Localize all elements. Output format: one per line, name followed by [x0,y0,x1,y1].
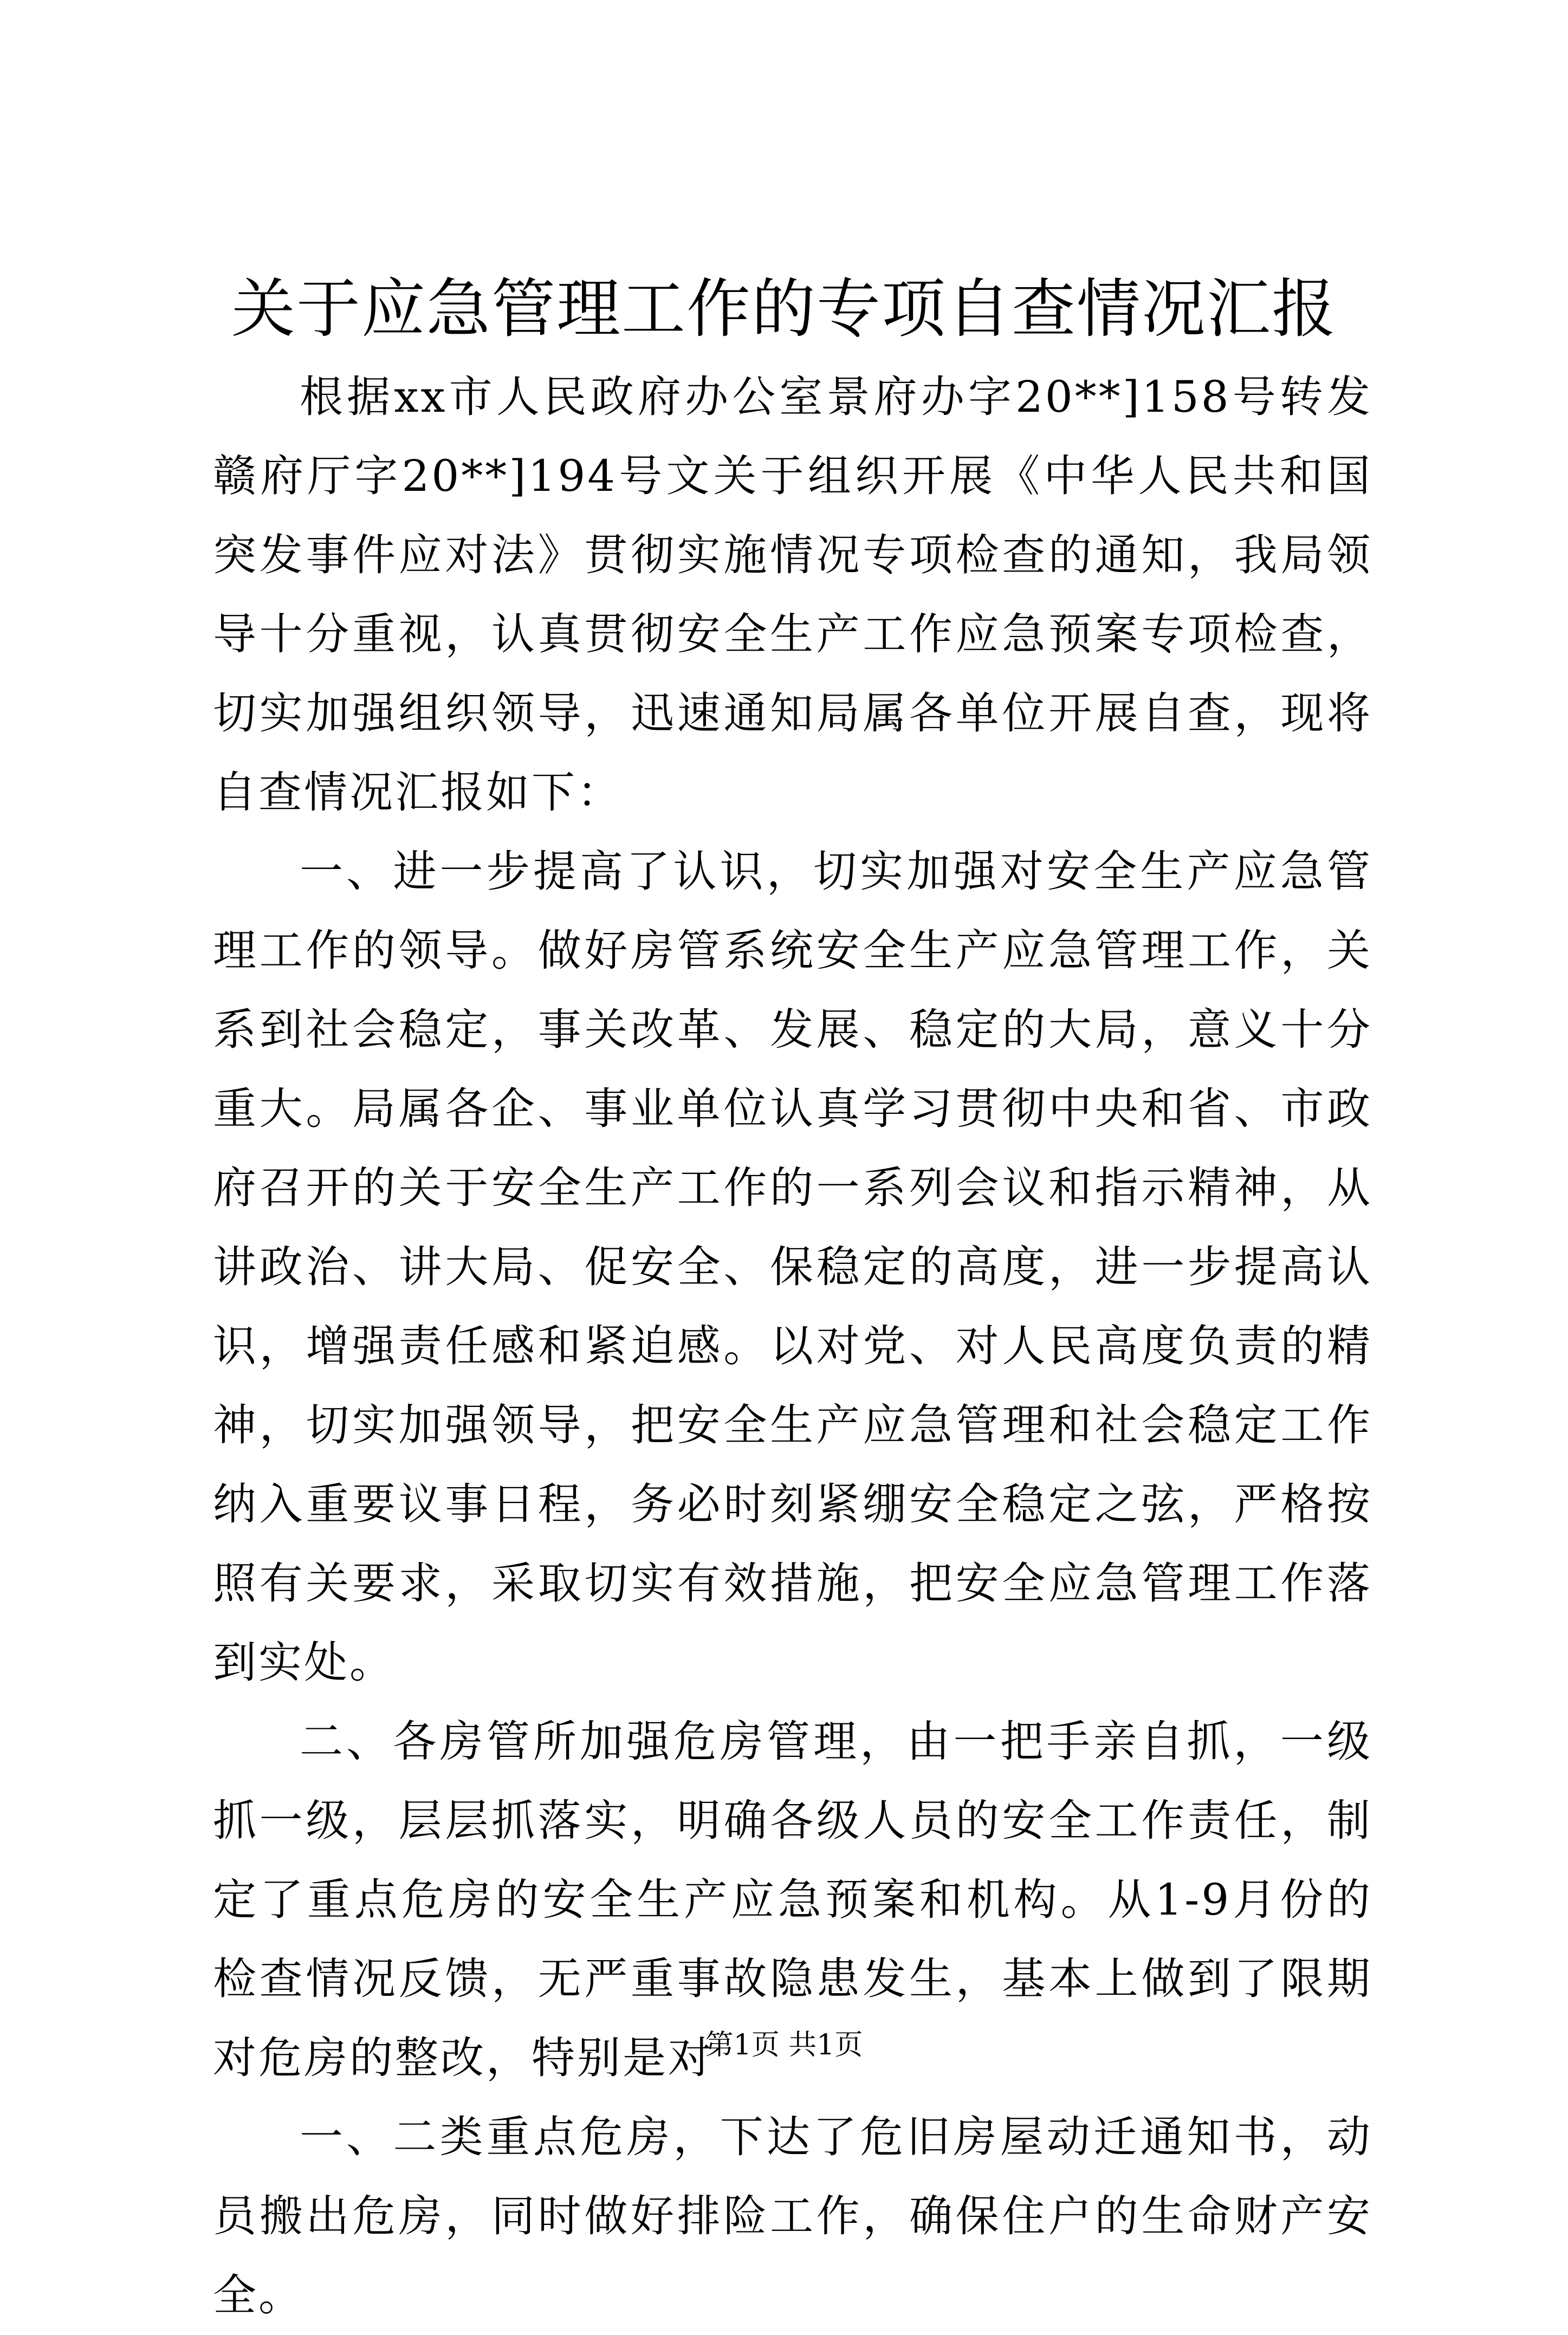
paragraph-section-one: 一、进一步提高了认识，切实加强对安全生产应急管理工作的领导。做好房管系统安全生产应急管理工作，关系到社会稳定，事关改革、发展、稳定的大局，意义十分重大。局属各企、事业单位认真学习贯彻中央和省、市政府召开的关于安全生产工作的一系列会议和指示精神，从讲政治、讲大局、促安全、保稳定的高度，进一步提高认识，增强责任感和紧迫感。以对党、对人民高度负责的精神，切实加强领导，把安全生产应急管理和社会稳定工作纳入重要议事日程，务必时刻紧绷安全稳定之弦，严格按照有关要求，采取切实有效措施，把安全应急管理工作落到实处。 [213,846,1372,1688]
document-title: 关于应急管理工作的专项自查情况汇报 [231,271,1337,346]
paragraph-section-two: 二、各房管所加强危房管理，由一把手亲自抓，一级抓一级，层层抓落实，明确各级人员的安全工作责任，制定了重点危房的安全生产应急预案和机构。从1-9月份的检查情况反馈，无严重事故隐患发生，基本上做到了限期对危房的整改，特别是对 [213,1716,1372,2083]
paragraph-section-two-continued: 一、二类重点危房，下达了危旧房屋动迁通知书，动员搬出危房，同时做好排险工作，确保住户的生命财产安全。 [213,2112,1372,2320]
paragraph-intro: 根据xx市人民政府办公室景府办字20**]158号转发赣府厅字20**]194号文关于组织开展《中华人民共和国突发事件应对法》贯彻实施情况专项检查的通知，我局领导十分重视，认真贯彻安全生产工作应急预案专项检查，切实加强组织领导，迅速通知局属各单位开展自查，现将自查情况汇报如下： [213,372,1372,818]
page-footer: 第1页 共1页 [705,2029,863,2061]
